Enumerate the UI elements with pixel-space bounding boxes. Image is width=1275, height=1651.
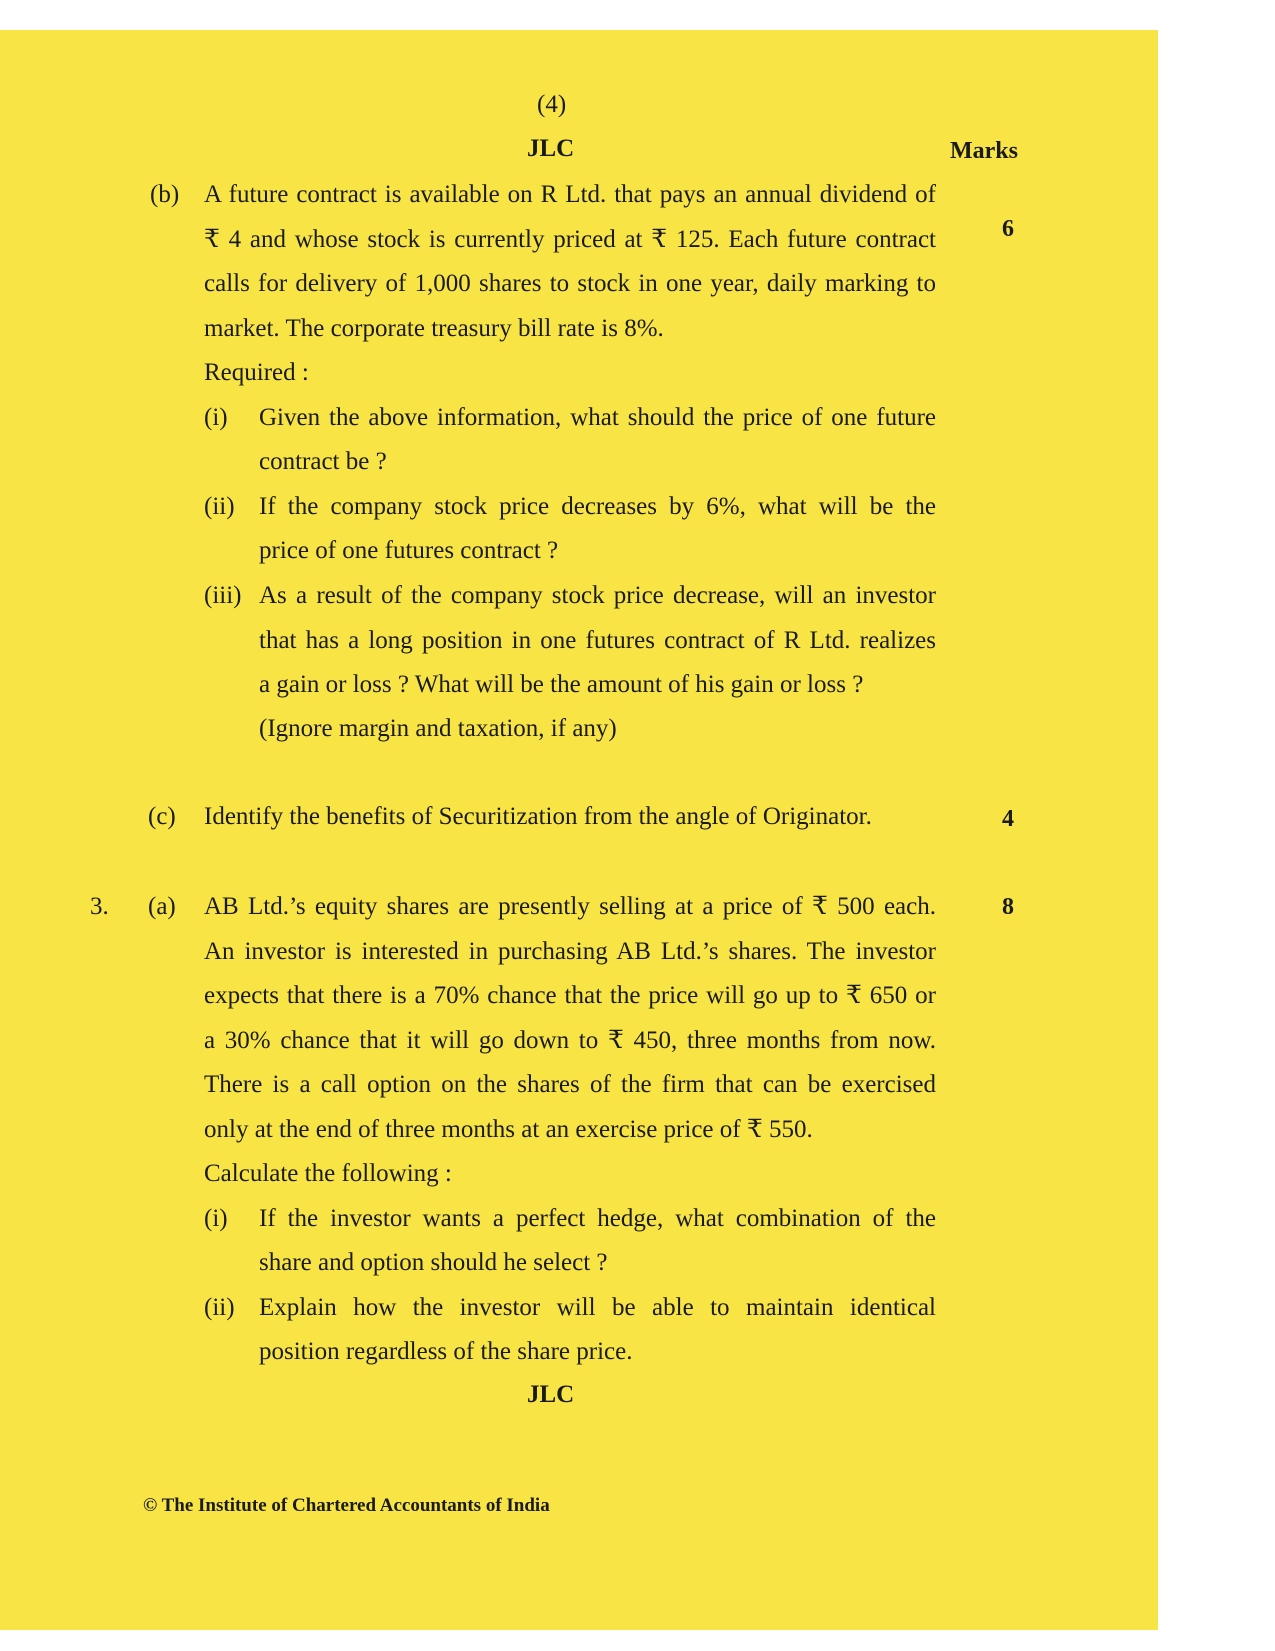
sub-question-line: share and option should he select ? [259,1249,608,1276]
sub-question-line: Given the above information, what should the price of one future [259,404,936,431]
sub-question-label: (i) [204,1205,228,1232]
question-line: There is a call option on the shares of the firm that can be exercised [204,1071,936,1098]
question-line: A future contract is available on R Ltd. that pays an annual dividend of [204,181,936,208]
sub-question-line: As a result of the company stock price decrease, will an investor [259,582,936,609]
question-label: (b) [150,181,180,208]
sub-question-line: If the investor wants a perfect hedge, what combination of the [259,1205,936,1232]
sub-question-line: If the company stock price decreases by 6%, what will be the [259,493,936,520]
question-label: (a) [148,893,176,920]
required-heading: Required : [204,359,309,386]
copyright-footer: © The Institute of Chartered Accountants of India [143,1495,550,1516]
marks-value: 4 [1002,806,1014,832]
question-line: expects that there is a 70% chance that the price will go up to ₹ 650 or [204,982,936,1009]
sub-question-line: a gain or loss ? What will be the amount of his gain or loss ? [259,671,864,698]
calculate-heading: Calculate the following : [204,1160,452,1187]
sub-question-line: contract be ? [259,448,387,475]
sub-question-label: (ii) [204,493,235,520]
question-label: (c) [148,803,176,830]
question-line: An investor is interested in purchasing AB Ltd.’s shares. The investor [204,938,936,965]
question-line: Identify the benefits of Securitization from the angle of Originator. [204,803,872,830]
question-line: calls for delivery of 1,000 shares to stock in one year, daily marking to [204,270,936,297]
question-line: market. The corporate treasury bill rate is 8%. [204,315,664,342]
sub-question-line: price of one futures contract ? [259,537,559,564]
question-number: 3. [90,893,109,920]
marks-heading: Marks [950,138,1018,164]
paper-code-bottom: JLC [527,1381,575,1408]
question-line: ₹ 4 and whose stock is currently priced at ₹ 125. Each future contract [204,226,936,253]
sub-question-line: that has a long position in one futures contract of R Ltd. realizes [259,627,936,654]
marks-value: 8 [1002,894,1014,920]
question-line: only at the end of three months at an exercise price of ₹ 550. [204,1116,813,1143]
page-number: (4) [537,91,567,118]
sub-question-label: (i) [204,404,228,431]
sub-question-line: (Ignore margin and taxation, if any) [259,715,617,742]
sub-question-label: (iii) [204,582,242,609]
sub-question-label: (ii) [204,1294,235,1321]
marks-value: 6 [1002,216,1014,242]
sub-question-line: position regardless of the share price. [259,1338,633,1365]
paper-code: JLC [527,135,575,162]
question-line: AB Ltd.’s equity shares are presently selling at a price of ₹ 500 each. [204,893,936,920]
sub-question-line: Explain how the investor will be able to maintain identical [259,1294,936,1321]
question-line: a 30% chance that it will go down to ₹ 450, three months from now. [204,1027,936,1054]
